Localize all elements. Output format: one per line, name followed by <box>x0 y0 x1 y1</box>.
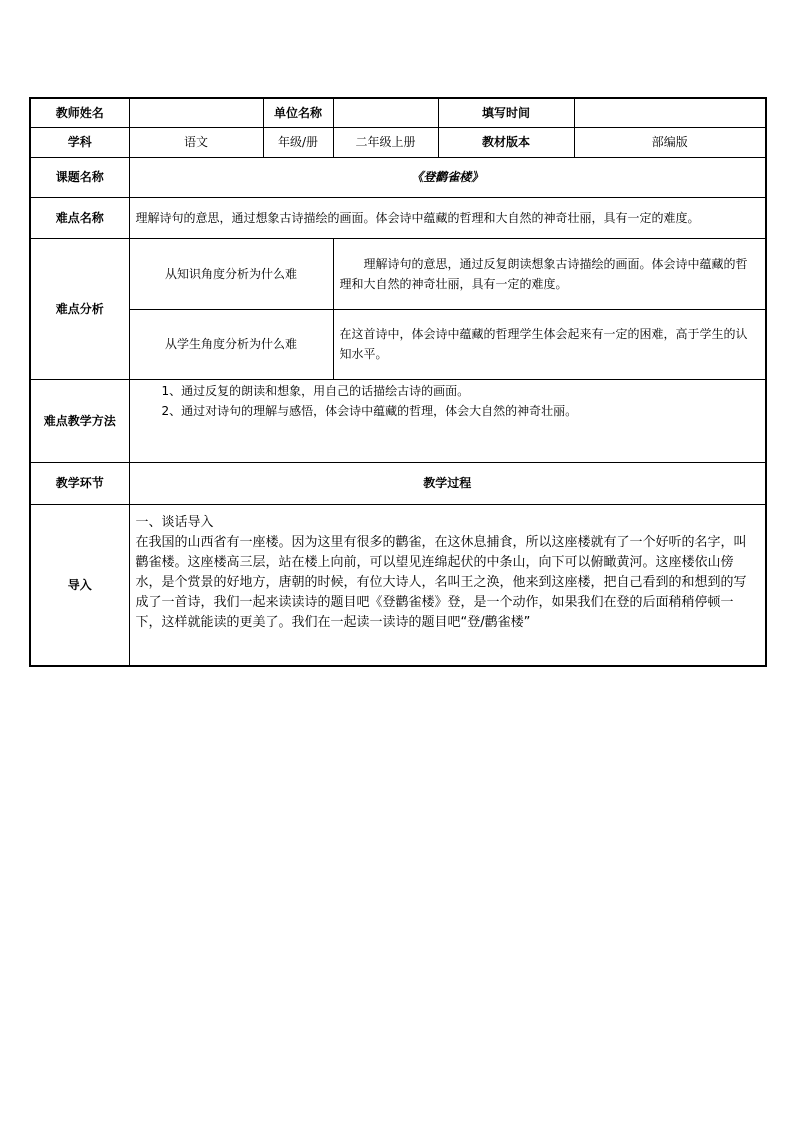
table-row <box>30 127 766 157</box>
table-row <box>30 309 766 379</box>
lesson-plan-table <box>29 97 767 667</box>
teacher-name-value <box>129 98 263 127</box>
difficulty-name-value: 理解诗句的意思，通过想象古诗描绘的画面。体会诗中蕴藏的哲理和大自然的神奇壮丽，具有一定的难度。 <box>129 197 766 238</box>
table-row <box>30 197 766 238</box>
student-angle-label: 从学生角度分析为什么难 <box>129 309 333 379</box>
fill-time-value <box>574 98 766 127</box>
edition-value: 部编版 <box>574 127 766 157</box>
grade-label: 年级/册 <box>263 127 333 157</box>
subject-value: 语文 <box>129 127 263 157</box>
edition-label: 教材版本 <box>438 127 574 157</box>
intro-body: 在我国的山西省有一座楼。因为这里有很多的鹳雀，在这休息捕食，所以这座楼就有了一个好听的名字，叫鹳雀楼。这座楼高三层，站在楼上向前，可以望见连绵起伏的中条山，向下可以俯瞰黄河。这座楼依山傍水，是个赏景的好地方，唐朝的时候，有位大诗人，名叫王之涣，他来到这座楼，把自己看到的和想到的写成了一首诗，我们一起来读读诗的题目吧《登鹳雀楼》登，是一个动作，如果我们在登的后面稍稍停顿一下，这样就能读的更美了。我们在一起读一读诗的题目吧“登/鹳雀楼” <box>135 534 747 630</box>
intro-heading: 一、谈话导入 <box>135 514 214 530</box>
table-row <box>30 462 766 504</box>
method-item: 1、通过反复的朗读和想象，用自己的话描绘古诗的画面。 <box>161 383 470 398</box>
teaching-method-list <box>129 379 766 462</box>
table-row <box>30 379 766 462</box>
teacher-name-label: 教师姓名 <box>30 98 129 127</box>
teaching-process-label: 教学过程 <box>129 462 766 504</box>
intro-content <box>129 504 766 666</box>
knowledge-angle-value: 理解诗句的意思，通过反复朗读想象古诗描绘的画面。体会诗中蕴藏的哲理和大自然的神奇壮丽，具有一定的难度。 <box>333 238 766 309</box>
unit-name-value <box>333 98 438 127</box>
subject-label: 学科 <box>30 127 129 157</box>
table-row <box>30 157 766 197</box>
table-row <box>30 238 766 309</box>
method-item: 2、通过对诗句的理解与感悟，体会诗中蕴藏的哲理，体会大自然的神奇壮丽。 <box>161 403 578 418</box>
student-angle-value: 在这首诗中，体会诗中蕴藏的哲理学生体会起来有一定的困难，高于学生的认知水平。 <box>333 309 766 379</box>
intro-stage-label: 导入 <box>30 504 129 666</box>
unit-name-label: 单位名称 <box>263 98 333 127</box>
difficulty-analysis-label: 难点分析 <box>30 238 129 379</box>
lesson-title-label: 课题名称 <box>30 157 129 197</box>
teaching-stage-label: 教学环节 <box>30 462 129 504</box>
fill-time-label: 填写时间 <box>438 98 574 127</box>
table-row <box>30 98 766 127</box>
knowledge-angle-label: 从知识角度分析为什么难 <box>129 238 333 309</box>
grade-value: 二年级上册 <box>333 127 438 157</box>
table-row <box>30 504 766 666</box>
teaching-method-label: 难点教学方法 <box>30 379 129 462</box>
lesson-title-value: 《登鹳雀楼》 <box>129 157 766 197</box>
difficulty-name-label: 难点名称 <box>30 197 129 238</box>
